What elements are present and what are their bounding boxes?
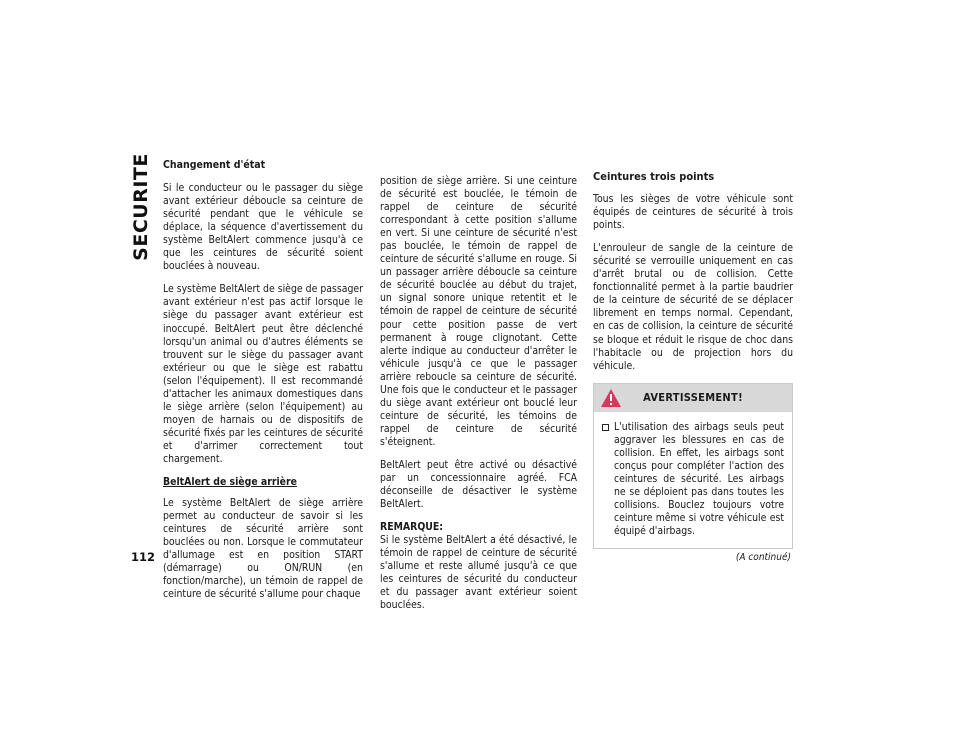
remark-text: Si le système BeltAlert a été désactivé, le témoin de rappel de ceinture de sécurité s'allume et reste allumé jusqu'à ce que les ceintures de sécurité du conducteur et du passager avant extérieur soient bouclées. — [380, 534, 577, 612]
page-number: 112 — [131, 550, 156, 564]
subheading-rear-beltalert: BeltAlert de siège arrière — [163, 476, 297, 489]
warning-text: L'utilisation des airbags seuls peut aggraver les blessures en cas de collision. En effet, les airbags sont conçus pour compléter l'action des ceintures de sécurité. Les airbags ne se déploient pas dans toutes les collisions. Bouclez toujours votre ceinture même si votre véhicule est équipé d'airbags. — [614, 420, 784, 538]
warning-body — [594, 412, 792, 548]
paragraph: L'enrouleur de sangle de la ceinture de sécurité se verrouille uniquement en cas d'arrêt brutal ou de collision. Cette fonctionnalité permet à la partie baudrier de la ceinture de sécurité de se déplacer librement en temps normal. Cependant, en cas de collision, la ceinture de sécurité se bloque et réduit le risque de choc dans l'habitacle ou de projection hors du véhicule. — [593, 242, 793, 372]
remark-label: REMARQUE: — [380, 521, 443, 534]
paragraph: Tous les sièges de votre véhicule sont équipés de ceintures de sécurité à trois points. — [593, 193, 793, 232]
warning-title: AVERTISSEMENT! — [643, 391, 743, 405]
paragraph: position de siège arrière. Si une ceinture de sécurité est bouclée, le témoin de rappel de ceinture de sécurité correspondant à cette position s'allume en vert. Si une ceinture de sécurité n'est pas bouclée, le témoin de rappel de ceinture de sécurité s'allume en rouge. Si un passager arrière déboucle sa ceinture de sécurité bouclée au début du trajet, un signal sonore unique retentit et le témoin de rappel de ceinture de sécurité pour cette position passe de vert permanent à rouge clignotant. Cette alerte indique au conducteur d'arrêter le véhicule jusqu'à ce que le passager arrière reboucle sa ceinture de sécurité. Une fois que le conducteur et le passager du siège avant extérieur ont bouclé leur ceinture de sécurité, les témoins de rappel de ceinture de sécurité s'éteignent. — [380, 175, 577, 448]
paragraph: Si le conducteur ou le passager du siège avant extérieur déboucle sa ceinture de sécurité pendant que le véhicule se déplace, la séquence d'avertissement du système BeltAlert commence jusqu'à ce que les ceintures de sécurité soient bouclées à nouveau. — [163, 182, 363, 273]
heading-state-change: Changement d'état — [163, 159, 266, 171]
column-3 — [593, 170, 793, 564]
continued-note: (A continué) — [735, 552, 791, 564]
column-1 — [163, 159, 363, 611]
warning-triangle-icon — [600, 388, 622, 408]
paragraph: Le système BeltAlert de siège arrière permet au conducteur de savoir si les ceintures de sécurité arrière sont bouclées ou non. Lorsque le commutateur d'allumage est en position START (démarrage) ou ON/RUN (en fonction/marche), un témoin de rappel de ceinture de sécurité s'allume pour chaque — [163, 497, 363, 601]
paragraph: BeltAlert peut être activé ou désactivé par un concessionnaire agréé. FCA déconseille de désactiver le système BeltAlert. — [380, 458, 577, 511]
warning-box — [593, 383, 793, 549]
section-tab — [127, 153, 155, 261]
heading-three-point-belts: Ceintures trois points — [593, 170, 715, 183]
paragraph: Le système BeltAlert de siège de passager avant extérieur n'est pas actif lorsque le siège du passager avant extérieur est inoccupé. BeltAlert peut être déclenché lorsqu'un animal ou d'autres éléments se trouvent sur le siège du passager avant extérieur ou que le siège est rabattu (selon l'équipement). Il est recommandé d'attacher les animaux domestiques dans le siège arrière (selon l'équipement) au moyen de harnais ou de dispositifs de sécurité fixés par les ceintures de sécurité et d'arrimer correctement tout chargement. — [163, 283, 363, 465]
column-2 — [380, 175, 577, 623]
section-title: SECURITE — [130, 153, 152, 261]
remark — [380, 521, 577, 612]
square-bullet-icon — [602, 424, 609, 431]
warning-header — [594, 384, 792, 412]
